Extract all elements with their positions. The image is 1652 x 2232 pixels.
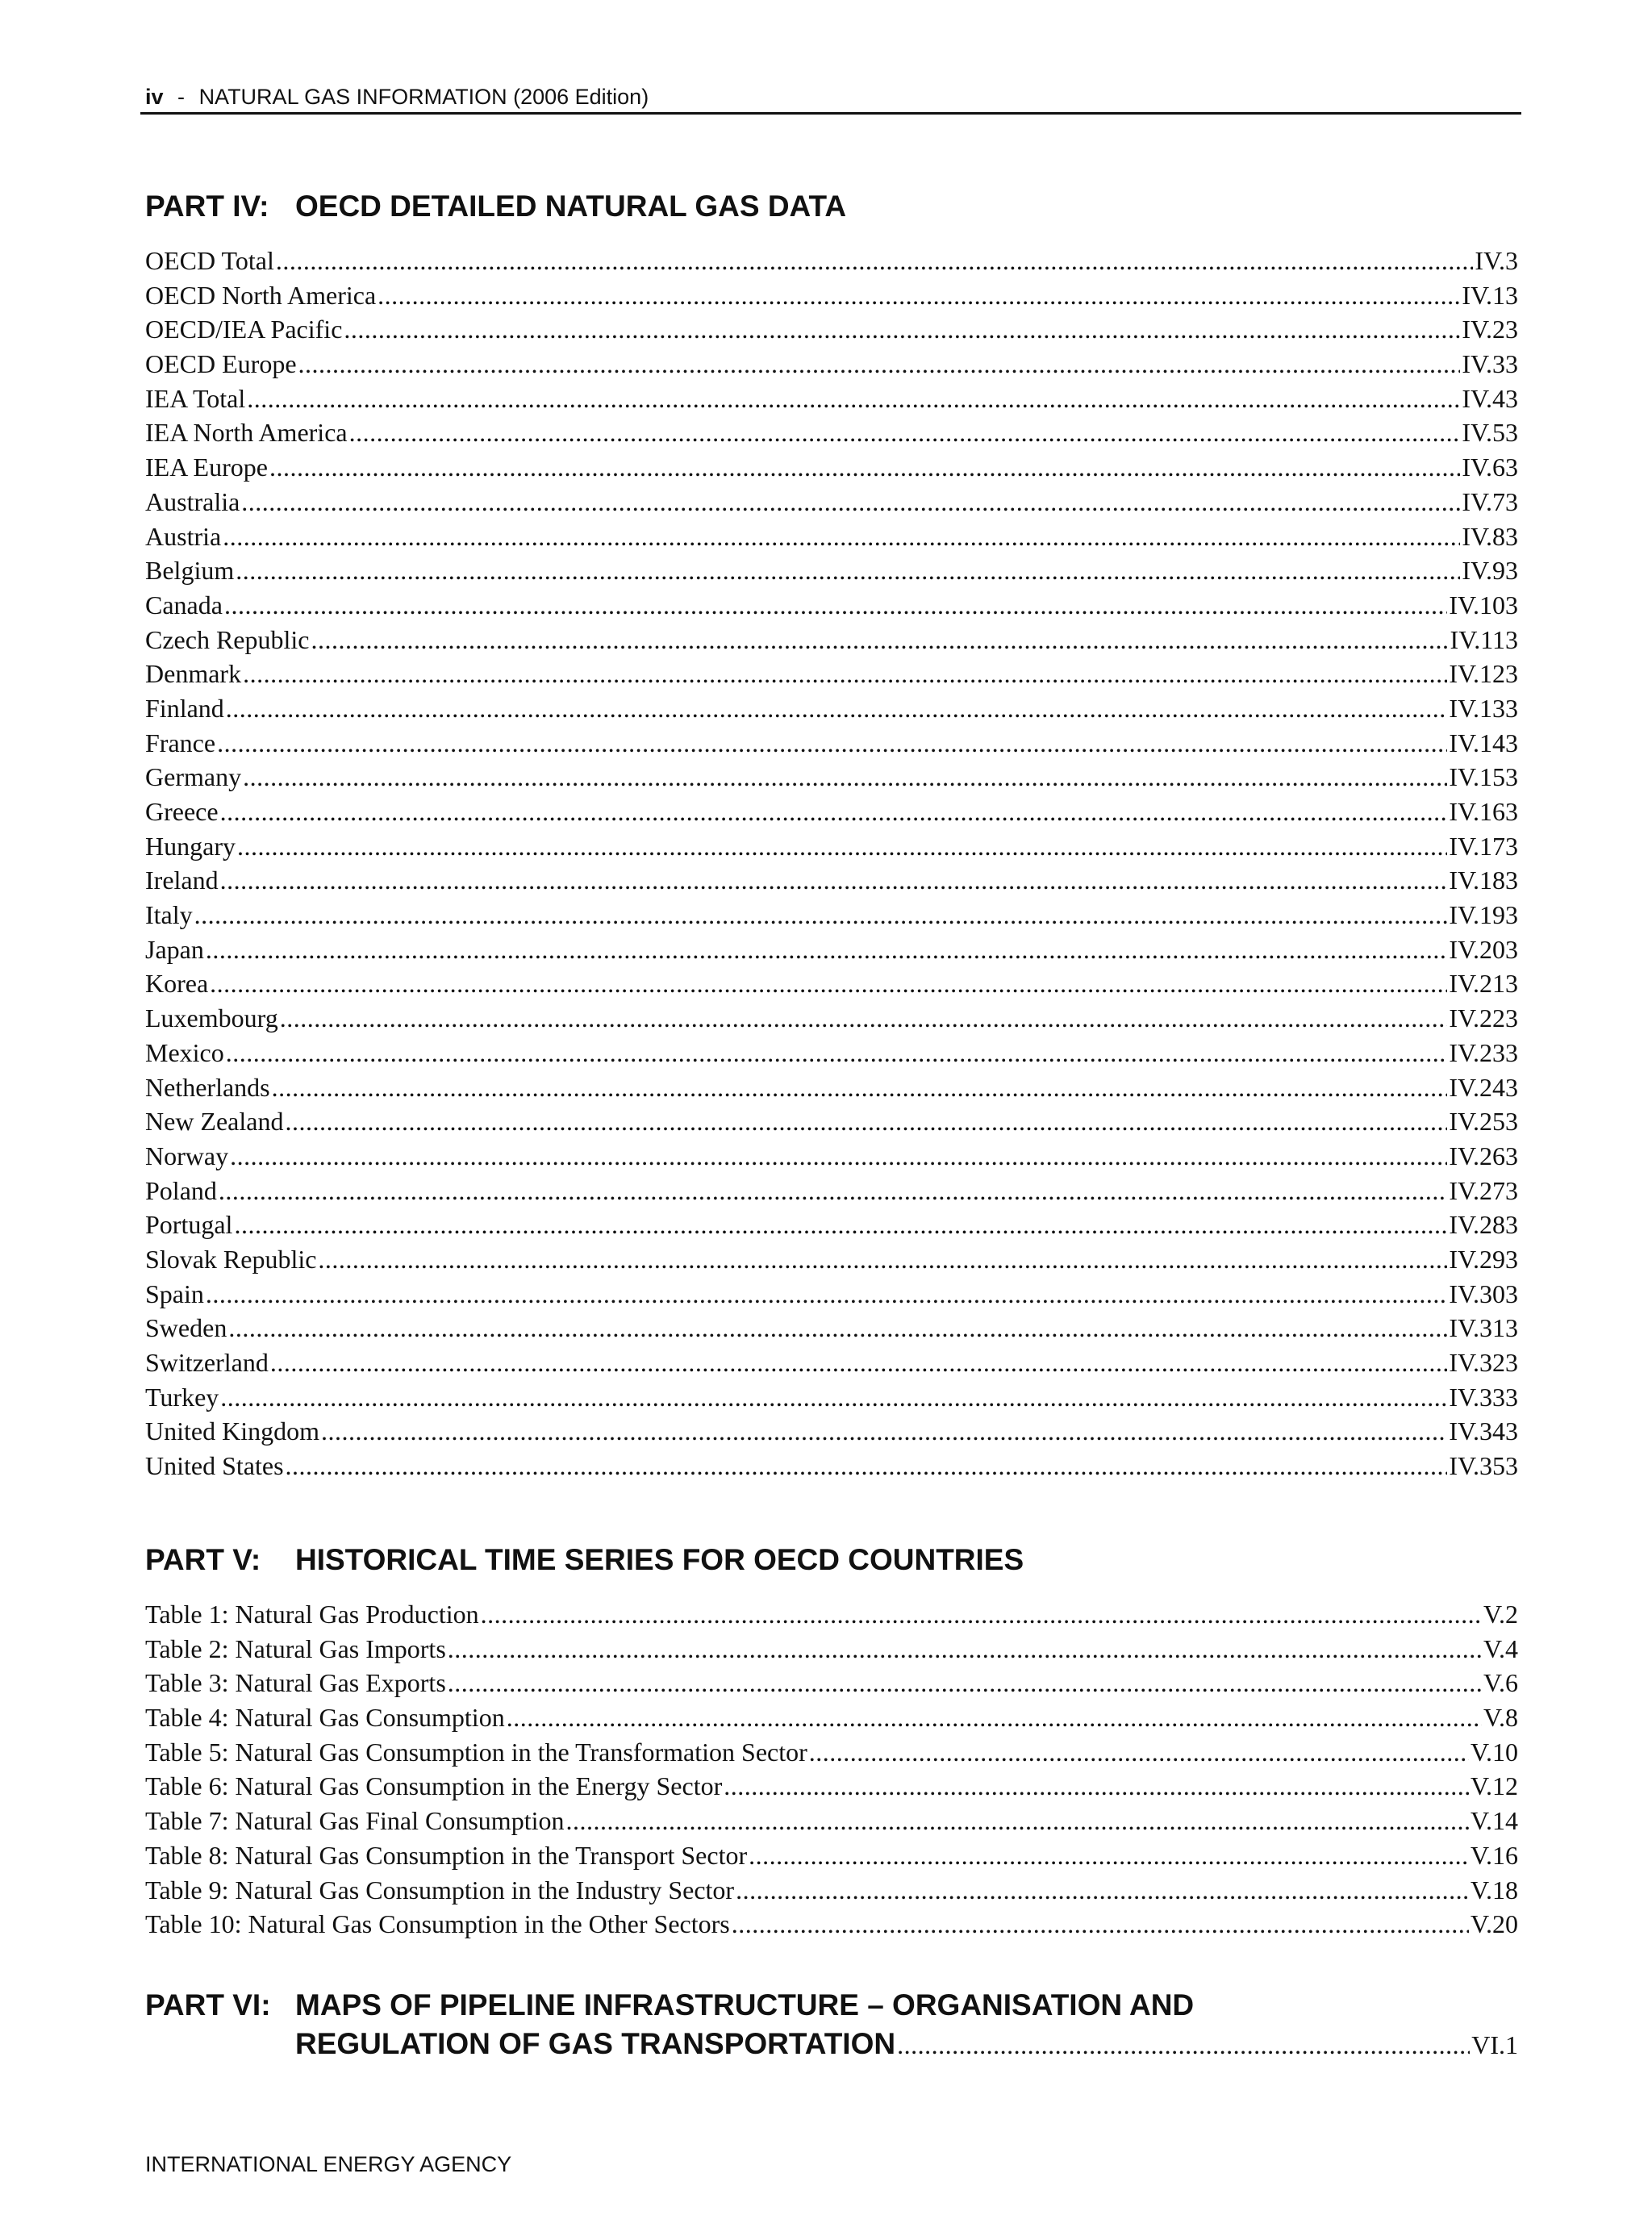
toc-entry-page: IV.73 xyxy=(1462,486,1518,516)
toc-entry[interactable] xyxy=(145,415,1518,450)
part-vi-heading xyxy=(145,1986,1518,2064)
toc-entry-page: IV.183 xyxy=(1449,866,1518,895)
dot-leader xyxy=(230,1139,1447,1174)
toc-entry[interactable] xyxy=(145,519,1518,554)
toc-entry[interactable] xyxy=(145,1139,1518,1174)
toc-entry-title: OECD North America xyxy=(145,280,377,310)
toc-entry[interactable] xyxy=(145,1804,1518,1838)
toc-entry-title: Table 4: Natural Gas Consumption xyxy=(145,1703,505,1733)
dot-leader xyxy=(749,1838,1469,1873)
toc-entry[interactable] xyxy=(145,726,1518,761)
running-header xyxy=(145,84,649,110)
toc-entry-title: Table 6: Natural Gas Consumption in the Energy Sector xyxy=(145,1771,723,1801)
toc-entry[interactable] xyxy=(145,898,1518,932)
toc-entry-page: IV.33 xyxy=(1462,349,1518,379)
toc-entry[interactable] xyxy=(145,278,1518,313)
dot-leader xyxy=(219,1174,1447,1208)
toc-entry[interactable] xyxy=(145,1311,1518,1345)
toc-entry[interactable] xyxy=(145,1414,1518,1449)
toc-entry[interactable] xyxy=(145,1277,1518,1312)
toc-entry-page: V.18 xyxy=(1471,1875,1518,1905)
dot-leader xyxy=(220,863,1448,898)
dot-leader xyxy=(243,760,1447,795)
toc-entry-title: Japan xyxy=(145,934,204,964)
toc-entry-title: Germany xyxy=(145,762,242,792)
toc-entry-title: Netherlands xyxy=(145,1072,270,1102)
toc-entry-title: Table 8: Natural Gas Consumption in the Transport Sector xyxy=(145,1840,748,1870)
toc-entry[interactable] xyxy=(145,244,1518,278)
toc-entry-title: Greece xyxy=(145,797,219,826)
toc-entry-page: IV.163 xyxy=(1449,797,1518,826)
toc-entry-title: OECD Europe xyxy=(145,349,297,379)
toc-entry-page: IV.303 xyxy=(1449,1279,1518,1308)
toc-entry-title: Table 5: Natural Gas Consumption in the Transformation Sector xyxy=(145,1737,807,1767)
toc-entry-page: IV.193 xyxy=(1449,900,1518,930)
toc-entry[interactable] xyxy=(145,863,1518,898)
toc-entry-title: United Kingdom xyxy=(145,1416,319,1446)
toc-entry-title: Luxembourg xyxy=(145,1003,278,1033)
toc-entry-page: IV.313 xyxy=(1449,1313,1518,1343)
dot-leader xyxy=(298,347,1461,382)
toc-entry-page: IV.273 xyxy=(1449,1175,1518,1205)
toc-entry[interactable] xyxy=(145,1769,1518,1804)
toc-entry[interactable] xyxy=(145,760,1518,795)
toc-entry[interactable] xyxy=(145,1449,1518,1483)
toc-entry-title: Korea xyxy=(145,969,209,999)
toc-entry-page: IV.293 xyxy=(1449,1244,1518,1274)
toc-entry[interactable] xyxy=(145,1873,1518,1908)
dot-leader xyxy=(217,726,1447,761)
dot-leader xyxy=(241,485,1460,519)
part-vi-entry[interactable] xyxy=(145,2025,1518,2064)
toc-entry[interactable] xyxy=(145,1174,1518,1208)
toc-entry-page: IV.343 xyxy=(1449,1416,1518,1446)
toc-entry-title: Poland xyxy=(145,1175,217,1205)
toc-entry-title: Turkey xyxy=(145,1382,219,1412)
dot-leader xyxy=(349,415,1461,450)
toc-entry[interactable] xyxy=(145,1380,1518,1415)
toc-entry-page: IV.153 xyxy=(1449,762,1518,792)
part-v-number: PART V: xyxy=(145,1543,261,1576)
dot-leader xyxy=(732,1907,1469,1942)
toc-entry[interactable] xyxy=(145,347,1518,382)
toc-entry-title: Denmark xyxy=(145,659,242,689)
toc-entry[interactable] xyxy=(145,312,1518,347)
toc-entry[interactable] xyxy=(145,1036,1518,1070)
dot-leader xyxy=(318,1242,1447,1277)
toc-entry-title: Finland xyxy=(145,693,224,723)
toc-entry[interactable] xyxy=(145,1345,1518,1380)
toc-entry-title: Table 3: Natural Gas Exports xyxy=(145,1668,446,1698)
toc-entry-page: V.10 xyxy=(1471,1737,1518,1767)
dot-leader xyxy=(448,1632,1482,1667)
toc-entry-page: IV.243 xyxy=(1449,1072,1518,1102)
part-vi-number: PART VI: xyxy=(145,1988,271,2021)
dot-leader xyxy=(226,691,1448,726)
toc-entry-title: United States xyxy=(145,1451,284,1481)
toc-entry[interactable] xyxy=(145,1001,1518,1036)
toc-entry-title: Table 10: Natural Gas Consumption in the Other Sectors xyxy=(145,1909,730,1939)
toc-entry[interactable] xyxy=(145,1907,1518,1942)
toc-entry-title: Table 7: Natural Gas Final Consumption xyxy=(145,1806,565,1836)
toc-entry-title: IEA North America xyxy=(145,418,348,448)
dot-leader xyxy=(897,2025,1470,2064)
toc-entry-page: IV.13 xyxy=(1462,280,1518,310)
toc-entry-page: IV.3 xyxy=(1475,246,1518,275)
toc-entry[interactable] xyxy=(145,588,1518,623)
part-vi-page: VI.1 xyxy=(1471,2030,1518,2059)
part-v-toc xyxy=(145,1597,1518,1942)
toc-entry-page: IV.63 xyxy=(1462,453,1518,482)
toc-entry-page: IV.223 xyxy=(1449,1003,1518,1033)
toc-entry-title: Ireland xyxy=(145,866,219,895)
toc-entry-page: IV.333 xyxy=(1449,1382,1518,1412)
toc-entry-title: Czech Republic xyxy=(145,624,310,654)
dot-leader xyxy=(270,1345,1448,1380)
dot-leader xyxy=(247,382,1460,416)
toc-entry-page: V.12 xyxy=(1471,1771,1518,1801)
toc-entry[interactable] xyxy=(145,623,1518,657)
toc-entry-page: IV.113 xyxy=(1450,624,1518,654)
toc-entry[interactable] xyxy=(145,657,1518,691)
dot-leader xyxy=(285,1104,1447,1139)
dot-leader xyxy=(280,1001,1448,1036)
toc-entry[interactable] xyxy=(145,450,1518,485)
toc-entry-title: New Zealand xyxy=(145,1107,284,1137)
toc-entry-page: V.4 xyxy=(1483,1633,1518,1663)
toc-entry-title: IEA Europe xyxy=(145,453,268,482)
toc-entry-page: IV.83 xyxy=(1462,521,1518,551)
dot-leader xyxy=(269,450,1460,485)
toc-entry-page: V.14 xyxy=(1471,1806,1518,1836)
toc-entry-title: Slovak Republic xyxy=(145,1244,317,1274)
toc-entry-page: IV.123 xyxy=(1449,659,1518,689)
toc-entry-page: V.6 xyxy=(1483,1668,1518,1698)
toc-entry-page: V.16 xyxy=(1471,1840,1518,1870)
toc-entry-page: IV.93 xyxy=(1462,556,1518,586)
dot-leader xyxy=(206,1277,1447,1312)
toc-entry-page: IV.253 xyxy=(1449,1107,1518,1137)
publication-title: NATURAL GAS INFORMATION (2006 Edition) xyxy=(198,85,649,109)
toc-entry[interactable] xyxy=(145,1242,1518,1277)
dot-leader xyxy=(236,553,1460,588)
toc-entry[interactable] xyxy=(145,1104,1518,1139)
toc-entry-page: IV.323 xyxy=(1449,1348,1518,1377)
dot-leader xyxy=(481,1597,1482,1632)
dot-leader xyxy=(223,519,1460,554)
toc-entry[interactable] xyxy=(145,1838,1518,1873)
toc-entry-title: IEA Total xyxy=(145,383,246,413)
dot-leader xyxy=(226,1036,1448,1070)
toc-entry-title: Belgium xyxy=(145,556,235,586)
toc-entry-page: IV.103 xyxy=(1449,590,1518,620)
toc-entry-title: Italy xyxy=(145,900,193,930)
toc-entry-page: IV.213 xyxy=(1449,969,1518,999)
toc-entry[interactable] xyxy=(145,1632,1518,1667)
dot-leader xyxy=(234,1208,1447,1242)
toc-entry-page: IV.43 xyxy=(1462,383,1518,413)
dot-leader xyxy=(210,966,1447,1001)
dot-leader xyxy=(378,278,1460,313)
toc-entry-title: France xyxy=(145,728,216,757)
dot-leader xyxy=(344,312,1460,347)
dot-leader xyxy=(809,1735,1469,1770)
header-separator: - xyxy=(177,85,186,109)
toc-entry-title: Australia xyxy=(145,486,240,516)
dot-leader xyxy=(220,795,1448,829)
dot-leader xyxy=(194,898,1448,932)
toc-entry-page: V.2 xyxy=(1483,1600,1518,1629)
toc-entry[interactable] xyxy=(145,1070,1518,1105)
dot-leader xyxy=(206,932,1448,967)
toc-entry-title: Switzerland xyxy=(145,1348,269,1377)
part-iv-toc xyxy=(145,244,1518,1483)
dot-leader xyxy=(272,1070,1448,1105)
part-v-title: HISTORICAL TIME SERIES FOR OECD COUNTRIES xyxy=(295,1543,1024,1576)
dot-leader xyxy=(286,1449,1448,1483)
dot-leader xyxy=(276,244,1474,278)
dot-leader xyxy=(311,623,1448,657)
part-iv-heading xyxy=(145,187,846,226)
toc-entry-title: Sweden xyxy=(145,1313,227,1343)
toc-entry-page: IV.203 xyxy=(1449,934,1518,964)
toc-entry[interactable] xyxy=(145,932,1518,967)
part-iv-number: PART IV: xyxy=(145,190,269,223)
part-v-heading xyxy=(145,1541,1024,1579)
toc-entry[interactable] xyxy=(145,485,1518,519)
dot-leader xyxy=(228,1311,1447,1345)
toc-entry-title: OECD Total xyxy=(145,246,274,275)
toc-entry-title: Hungary xyxy=(145,831,236,861)
toc-entry[interactable] xyxy=(145,1735,1518,1770)
toc-entry-title: OECD/IEA Pacific xyxy=(145,315,343,344)
dot-leader xyxy=(220,1380,1447,1415)
toc-entry-title: Table 2: Natural Gas Imports xyxy=(145,1633,446,1663)
toc-entry-page: IV.143 xyxy=(1449,728,1518,757)
page-number: iv xyxy=(145,85,164,109)
toc-entry[interactable] xyxy=(145,829,1518,864)
toc-entry-page: IV.173 xyxy=(1449,831,1518,861)
toc-entry[interactable] xyxy=(145,1700,1518,1735)
toc-entry[interactable] xyxy=(145,1208,1518,1242)
toc-entry[interactable] xyxy=(145,1597,1518,1632)
part-iv-title: OECD DETAILED NATURAL GAS DATA xyxy=(295,190,847,223)
dot-leader xyxy=(243,657,1447,691)
toc-entry[interactable] xyxy=(145,691,1518,726)
dot-leader xyxy=(224,588,1447,623)
toc-entry-page: IV.233 xyxy=(1449,1037,1518,1067)
toc-entry[interactable] xyxy=(145,795,1518,829)
dot-leader xyxy=(736,1873,1469,1908)
dot-leader xyxy=(448,1666,1482,1700)
toc-entry-page: IV.53 xyxy=(1462,418,1518,448)
toc-entry-page: V.8 xyxy=(1483,1703,1518,1733)
dot-leader xyxy=(237,829,1447,864)
toc-entry-page: V.20 xyxy=(1471,1909,1518,1939)
toc-entry-page: IV.23 xyxy=(1462,315,1518,344)
part-vi-title-line1: MAPS OF PIPELINE INFRASTRUCTURE – ORGANISATION AND xyxy=(295,1988,1195,2021)
header-rule xyxy=(140,112,1521,115)
toc-entry-title: Austria xyxy=(145,521,222,551)
toc-entry-page: IV.353 xyxy=(1449,1451,1518,1481)
toc-entry[interactable] xyxy=(145,382,1518,416)
toc-entry-title: Portugal xyxy=(145,1210,233,1240)
toc-entry-title: Canada xyxy=(145,590,223,620)
dot-leader xyxy=(507,1700,1482,1735)
dot-leader xyxy=(565,1804,1469,1838)
toc-entry[interactable] xyxy=(145,553,1518,588)
toc-entry-page: IV.133 xyxy=(1449,693,1518,723)
toc-entry-title: Table 1: Natural Gas Production xyxy=(145,1600,479,1629)
toc-entry-title: Table 9: Natural Gas Consumption in the Industry Sector xyxy=(145,1875,735,1905)
toc-entry-title: Norway xyxy=(145,1141,229,1170)
toc-entry-page: IV.283 xyxy=(1449,1210,1518,1240)
footer-agency: INTERNATIONAL ENERGY AGENCY xyxy=(145,2152,512,2176)
part-vi-title-line2: REGULATION OF GAS TRANSPORTATION xyxy=(295,2027,896,2060)
toc-entry-title: Mexico xyxy=(145,1037,224,1067)
dot-leader xyxy=(724,1769,1469,1804)
toc-entry-page: IV.263 xyxy=(1449,1141,1518,1170)
toc-entry[interactable] xyxy=(145,1666,1518,1700)
toc-entry-title: Spain xyxy=(145,1279,204,1308)
toc-entry[interactable] xyxy=(145,966,1518,1001)
dot-leader xyxy=(321,1414,1447,1449)
